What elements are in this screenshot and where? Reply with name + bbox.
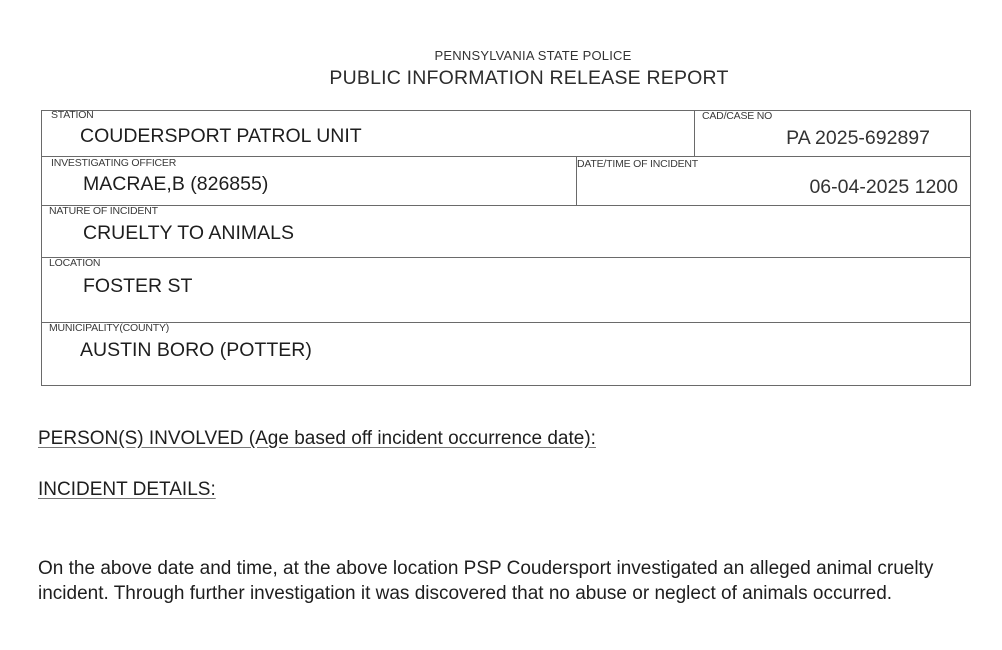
officer-label: INVESTIGATING OFFICER bbox=[51, 157, 177, 169]
officer-value: MACRAE,B (826855) bbox=[83, 173, 269, 195]
persons-involved-heading: PERSON(S) INVOLVED (Age based off incident occurrence date): bbox=[38, 428, 596, 449]
datetime-label: DATE/TIME OF INCIDENT bbox=[577, 158, 699, 170]
row-divider bbox=[42, 257, 970, 258]
report-title: PUBLIC INFORMATION RELEASE REPORT bbox=[329, 67, 729, 89]
datetime-value: 06-04-2025 1200 bbox=[809, 176, 958, 198]
location-label: LOCATION bbox=[49, 257, 101, 269]
agency-name: PENNSYLVANIA STATE POLICE bbox=[434, 48, 632, 63]
station-label: STATION bbox=[51, 109, 94, 121]
incident-details-heading: INCIDENT DETAILS: bbox=[38, 479, 216, 500]
report-info-table bbox=[41, 110, 971, 386]
nature-value: CRUELTY TO ANIMALS bbox=[83, 222, 294, 244]
nature-label: NATURE OF INCIDENT bbox=[49, 205, 158, 217]
case-number-label: CAD/CASE NO bbox=[702, 110, 773, 122]
municipality-label: MUNICIPALITY(COUNTY) bbox=[49, 322, 170, 334]
municipality-value: AUSTIN BORO (POTTER) bbox=[80, 339, 312, 361]
incident-details-text: On the above date and time, at the above location PSP Coudersport investigated an alleged animal cruelty incident. Through further investigation it was discovered that no abuse or neglect of animals occurred. bbox=[38, 558, 934, 604]
row-divider bbox=[42, 205, 970, 206]
row-divider bbox=[42, 156, 970, 157]
station-value: COUDERSPORT PATROL UNIT bbox=[80, 125, 362, 147]
row-divider bbox=[42, 322, 970, 323]
column-divider bbox=[694, 111, 695, 156]
location-value: FOSTER ST bbox=[83, 275, 193, 297]
case-number-value: PA 2025-692897 bbox=[786, 127, 930, 149]
